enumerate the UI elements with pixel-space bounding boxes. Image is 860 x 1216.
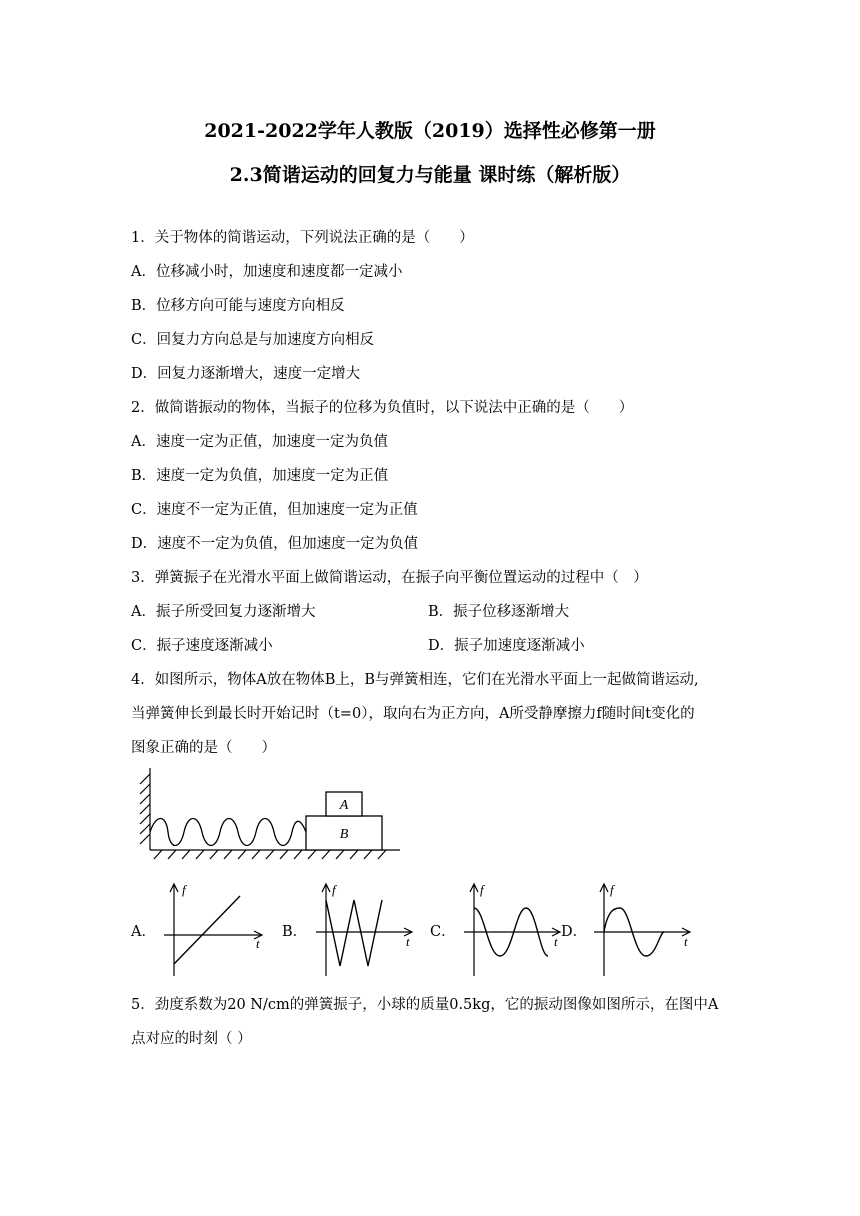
graph-option-a — [160, 880, 270, 980]
graph-c-axis-t: t — [554, 934, 558, 949]
q4-option-d-label: D． — [561, 924, 588, 940]
q1-option-a: A．位移减小时，加速度和速度都一定减小 — [131, 264, 403, 280]
q3-option-a: A．振子所受回复力逐渐增大 — [131, 604, 316, 620]
graph-b-axis-f: f — [332, 882, 336, 897]
block-a-label: A — [339, 798, 349, 813]
q5-stem-line1: 5．劲度系数为20 N/cm的弹簧振子，小球的质量0.5kg，它的振动图像如图所示，在图中A — [131, 997, 719, 1013]
graph-b-axis-t: t — [406, 934, 410, 949]
document-title-line1: 2021-2022学年人教版（2019）选择性必修第一册 — [204, 120, 656, 142]
q4-stem-line3: 图象正确的是（ ） — [131, 740, 276, 756]
q2-option-c: C．速度不一定为正值，但加速度一定为正值 — [131, 502, 418, 518]
q4-stem-line2: 当弹簧伸长到最长时开始记时（t=0），取向右为正方向，A所受静摩擦力f随时间t变化的 — [131, 706, 695, 722]
graph-option-d — [590, 880, 700, 980]
q4-option-c-label: C． — [430, 924, 456, 940]
graph-d-axis-t: t — [684, 934, 688, 949]
graph-c-axis-f: f — [480, 882, 484, 897]
graph-a-axis-f: f — [182, 882, 186, 897]
q2-option-a: A．速度一定为正值，加速度一定为负值 — [131, 434, 388, 450]
q5-stem-line2: 点对应的时刻（ ） — [131, 1031, 252, 1047]
q3-option-d: D．振子加速度逐渐减小 — [428, 638, 585, 654]
q3-option-b: B．振子位移逐渐增大 — [428, 604, 570, 620]
wall — [140, 768, 150, 850]
q3-option-c: C．振子速度逐渐减小 — [131, 638, 273, 654]
q1-option-d: D．回复力逐渐增大，速度一定增大 — [131, 366, 361, 382]
block-b-label: B — [339, 827, 349, 842]
q2-stem: 2．做简谐振动的物体，当振子的位移为负值时，以下说法中正确的是（ ） — [131, 400, 634, 416]
graph-option-c — [460, 880, 570, 980]
q1-option-c: C．回复力方向总是与加速度方向相反 — [131, 332, 375, 348]
q1-stem: 1．关于物体的简谐运动，下列说法正确的是（ ） — [131, 230, 474, 246]
spring — [150, 819, 306, 846]
q2-option-b: B．速度一定为负值，加速度一定为正值 — [131, 468, 389, 484]
spring-block-figure — [130, 762, 410, 862]
graph-d-axis-f: f — [610, 882, 614, 897]
q3-stem: 3．弹簧振子在光滑水平面上做简谐运动，在振子向平衡位置运动的过程中（ ） — [131, 570, 648, 586]
graph-a-axis-t: t — [256, 936, 260, 951]
document-title-line2: 2.3简谐运动的回复力与能量 课时练（解析版） — [229, 164, 631, 186]
graph-option-b — [312, 880, 422, 980]
q4-option-a-label: A． — [131, 924, 156, 940]
floor — [150, 850, 400, 859]
q2-option-d: D．速度不一定为负值，但加速度一定为负值 — [131, 536, 419, 552]
q4-stem-line1: 4．如图所示，物体A放在物体B上，B与弹簧相连，它们在光滑水平面上一起做简谐运动, — [131, 672, 699, 688]
q4-option-b-label: B． — [282, 924, 308, 940]
q1-option-b: B．位移方向可能与速度方向相反 — [131, 298, 345, 314]
